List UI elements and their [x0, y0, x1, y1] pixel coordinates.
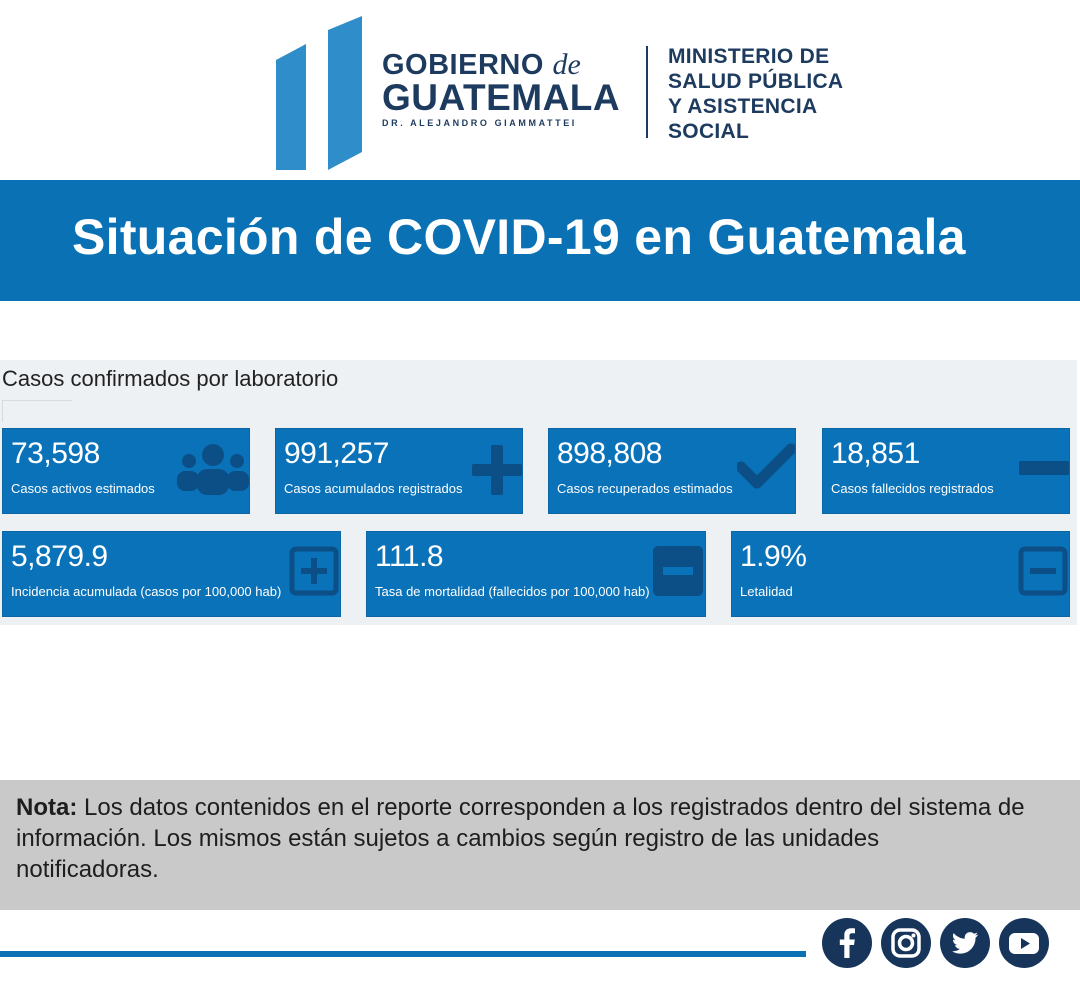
- page-title: Situación de COVID-19 en Guatemala: [72, 209, 966, 265]
- plus-square-icon: [289, 546, 339, 596]
- stat-label: Casos activos estimados: [11, 481, 155, 496]
- stat-card-incidence[interactable]: [2, 531, 341, 617]
- minus-square-outline-icon: [1018, 546, 1068, 596]
- note-body: Los datos contenidos en el reporte corresponden a los registrados dentro del sistema de información. Los mismos están sujetos a cambios según registro de las unidades notificadoras.: [16, 794, 1025, 883]
- header: [0, 0, 1080, 180]
- stat-label: Tasa de mortalidad (fallecidos por 100,000 hab): [375, 584, 650, 599]
- gov-word-de: de: [552, 48, 581, 81]
- stat-value: 73,598: [11, 437, 100, 470]
- stat-card-lethality[interactable]: [731, 531, 1070, 617]
- dashboard-title: Casos confirmados por laboratorio: [2, 366, 339, 391]
- stat-label: Letalidad: [740, 584, 793, 599]
- dashboard-panel: [0, 360, 1077, 625]
- gov-word-gobierno: GOBIERNO: [382, 49, 544, 81]
- footer-line: [0, 951, 806, 957]
- check-icon: [737, 443, 795, 491]
- note-label: Nota:: [16, 794, 78, 821]
- panel-tab: [2, 400, 72, 422]
- youtube-icon[interactable]: [999, 918, 1049, 968]
- stat-card-mortality-rate[interactable]: [366, 531, 706, 617]
- title-banner: [0, 180, 1080, 301]
- stat-label: Casos fallecidos registrados: [831, 481, 994, 496]
- minus-square-filled-icon: [653, 546, 703, 596]
- stat-card-accumulated-cases[interactable]: [275, 428, 523, 514]
- logo-divider: [646, 46, 648, 138]
- stat-value: 5,879.9: [11, 540, 108, 573]
- stat-label: Casos acumulados registrados: [284, 481, 463, 496]
- ministry-line: MINISTERIO DE: [668, 45, 830, 68]
- ministry-line: SOCIAL: [668, 120, 750, 143]
- gov-word-guatemala: GUATEMALA: [382, 77, 621, 118]
- government-wordmark: [382, 50, 620, 128]
- facebook-icon[interactable]: [822, 918, 872, 968]
- minus-icon: [1019, 461, 1069, 475]
- stat-label: Incidencia acumulada (casos por 100,000 hab): [11, 584, 282, 599]
- stat-value: 1.9%: [740, 540, 807, 573]
- stat-card-deaths[interactable]: [822, 428, 1070, 514]
- ministry-name: [668, 44, 843, 144]
- stat-card-recovered-cases[interactable]: [548, 428, 796, 514]
- stat-card-active-cases[interactable]: [2, 428, 250, 514]
- gov-subtitle: DR. ALEJANDRO GIAMMATTEI: [382, 118, 577, 128]
- instagram-icon[interactable]: [881, 918, 931, 968]
- plus-icon: [472, 445, 522, 495]
- stat-value: 18,851: [831, 437, 920, 470]
- disclaimer-note: [0, 780, 1080, 910]
- twitter-icon[interactable]: [940, 918, 990, 968]
- stat-value: 898,808: [557, 437, 662, 470]
- stat-label: Casos recuperados estimados: [557, 481, 733, 496]
- stat-value: 991,257: [284, 437, 389, 470]
- people-icon: [177, 441, 249, 495]
- ministry-line: Y ASISTENCIA: [668, 95, 818, 118]
- government-logo-icon: [276, 16, 366, 177]
- ministry-line: SALUD PÚBLICA: [668, 70, 844, 93]
- stat-value: 111.8: [375, 540, 444, 573]
- note-text: [16, 792, 1026, 885]
